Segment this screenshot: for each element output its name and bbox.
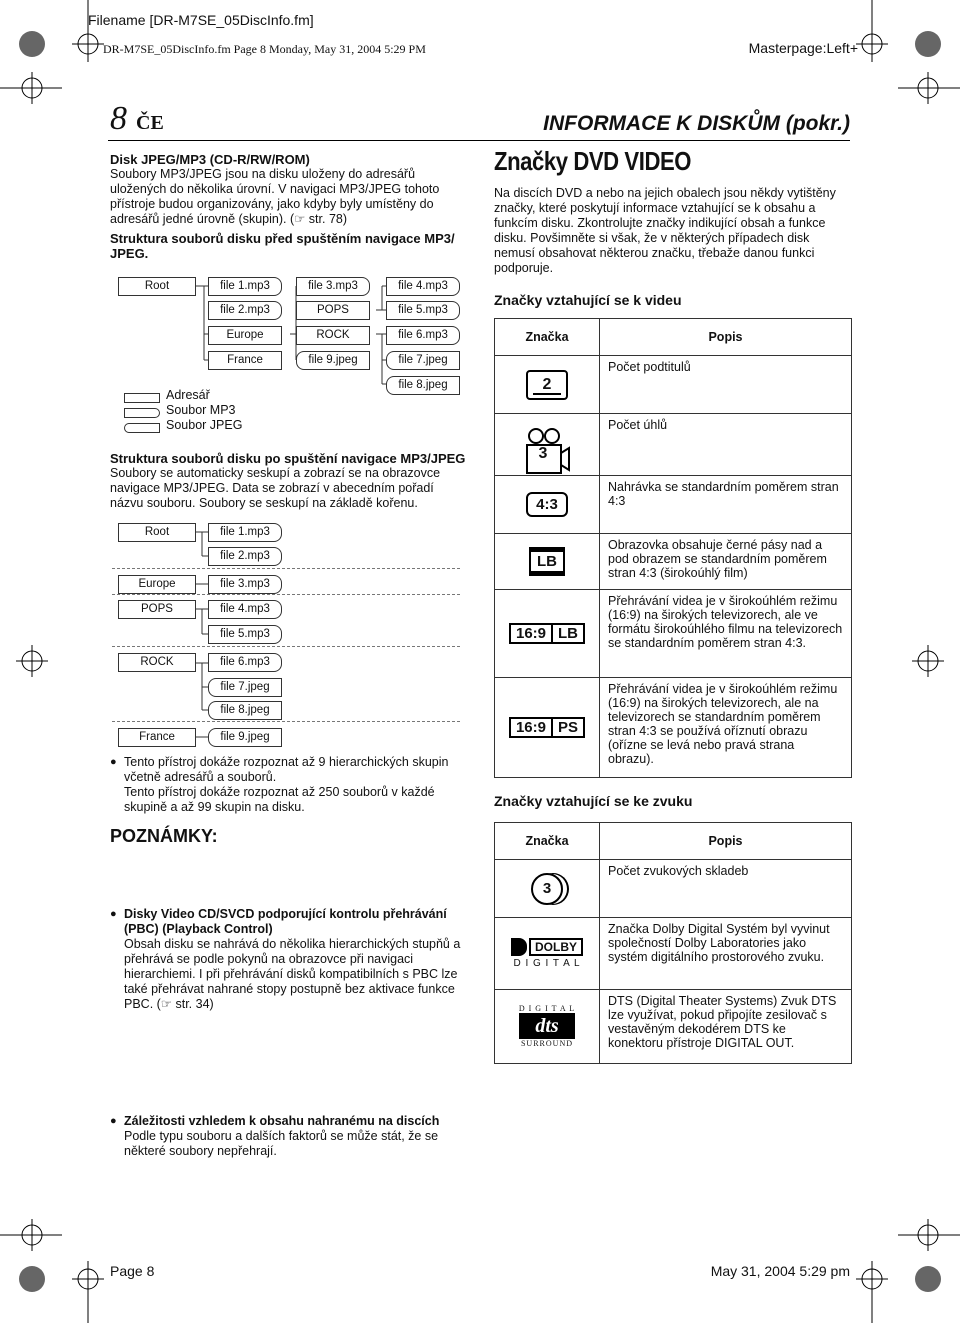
dvd-intro: Na discích DVD a nebo na jejich obalech jsou někdy vytištěny značky, které poskytují informace vztahující se k obsahu a funkcím disku. Zkontrolujte značky indikující obsah a funkce disku. Povšimněte si však, že v některých případech disk nemusí obsahovat některou značku, třebaže danou funkci podporuje. bbox=[494, 186, 836, 275]
dolby-desc: Značka Dolby Digital Systém byl vyvinut společností Dolby Laboratories jako systém digitálního prostorového zvuku. bbox=[600, 918, 852, 990]
tree1-file: file 3.mp3 bbox=[296, 277, 370, 296]
dolby-logo-icon bbox=[511, 938, 583, 969]
title-rule bbox=[108, 140, 850, 141]
structure-after-paragraph: Soubory se automaticky seskupí a zobrazí se na obrazovce navigace MP3/JPEG. Data se zobrazí v abecedním pořadí názvu souboru. Soubory se seskupí na základě kořenu. bbox=[110, 466, 441, 510]
note-content-text: Podle typu souboru a dalších faktorů se může stát, že se některé soubory nepřehrají. bbox=[124, 1129, 439, 1158]
dts-text: dts bbox=[519, 1013, 575, 1039]
structure-after-heading: Struktura souborů disku po spuštění navigace MP3/JPEG bbox=[110, 451, 466, 466]
angle-mark bbox=[495, 414, 600, 476]
dolby-text: DOLBY bbox=[529, 938, 583, 956]
audio-tracks-mark bbox=[495, 860, 600, 918]
tree1-file: file 6.mp3 bbox=[386, 326, 460, 345]
footer-date: May 31, 2004 5:29 pm bbox=[710, 1263, 850, 1279]
group-divider bbox=[112, 568, 460, 569]
tree2-file: file 4.mp3 bbox=[208, 600, 282, 619]
dts-desc: DTS (Digital Theater Systems) Zvuk DTS lze využívat, pokud připojíte zesilovač s vestavěným dekodérem DTS ke konektoru přístroje DIGITAL OUT. bbox=[600, 990, 852, 1064]
table-row bbox=[495, 414, 852, 476]
table-row bbox=[495, 476, 852, 534]
wide-ps-desc: Přehrávání videa je v širokoúhlém režimu (16:9) na širokých televizorech, ale na televizorech se standardním poměrem stran 4:3 se používá oříznutí obrazu (ořízne se levá nebo pravá strana obrazu). bbox=[600, 678, 852, 778]
aspect-43-desc: Nahrávka se standardním poměrem stran 4:3 bbox=[600, 476, 852, 534]
aspect-43-mark bbox=[495, 476, 600, 534]
table-row bbox=[495, 678, 852, 778]
notes-title: POZNÁMKY: bbox=[110, 826, 218, 846]
letterbox-icon: LB bbox=[529, 547, 565, 576]
wide-ratio-text: 16:9 bbox=[515, 625, 547, 642]
bullet-hierarchy-text: Tento přístroj dokáže rozpoznat až 9 hierarchických skupin včetně adresářů a souborů. bbox=[124, 755, 449, 784]
tree2-file: file 9.jpeg bbox=[208, 728, 282, 747]
tree2-folder: ROCK bbox=[118, 653, 196, 672]
wide-ratio-text: 16:9 bbox=[515, 719, 546, 736]
bullet-hierarchy-text-2: Tento přístroj dokáže rozpoznat až 250 souborů v každé skupině a až 99 skupin na disku. bbox=[124, 785, 435, 814]
tree2-folder: Europe bbox=[118, 575, 196, 594]
table-row bbox=[495, 990, 852, 1064]
folder-legend-icon bbox=[124, 393, 160, 403]
bullet-hierarchy bbox=[110, 755, 474, 815]
tree1-folder: France bbox=[208, 351, 282, 370]
tree1-file: file 9.jpeg bbox=[296, 351, 370, 370]
legend-jpeg: Soubor JPEG bbox=[166, 418, 243, 432]
dolby-sub-text: D I G I T A L bbox=[513, 958, 581, 969]
audio-tracks-desc: Počet zvukových skladeb bbox=[600, 860, 852, 918]
jpeg-mp3-paragraph: Soubory MP3/JPEG jsou na disku uloženy do adresářů uložených do několika úrovní. V navigaci MP3/JPEG tohoto přístroje budou organizovány, jako kdyby byly umístěny do adresářů jedné úrovně (skupin). (☞ str. 78) bbox=[110, 167, 440, 226]
jpeg-legend-icon bbox=[124, 423, 160, 433]
tree2-file: file 2.mp3 bbox=[208, 547, 282, 566]
wide-ps-mark bbox=[495, 678, 600, 778]
header-fileinfo: DR-M7SE_05DiscInfo.fm Page 8 Monday, May 31, 2004 5:29 PM bbox=[103, 42, 426, 56]
table-row bbox=[495, 860, 852, 918]
tree2-folder: Root bbox=[118, 523, 196, 542]
note-pbc-text: Obsah disku se nahrává do několika hierarchických stupňů a přehrává se podle pokynů na obrazovce při navigaci hierarchiemi. I při přehrávání disků kompatibilních s PBC lze také přehrávat nahrané stopy postupně bez aktivace funkce PBC. (☞ str. 34) bbox=[124, 937, 461, 1011]
tree2-file: file 6.mp3 bbox=[208, 653, 282, 672]
group-divider bbox=[112, 594, 460, 595]
ps-text: PS bbox=[551, 719, 583, 736]
legend-mp3: Soubor MP3 bbox=[166, 403, 236, 417]
subtitle-desc: Počet podtitulů bbox=[600, 356, 852, 414]
table-header bbox=[495, 823, 852, 860]
audio-marks-table bbox=[494, 822, 852, 1064]
dvd-title: Značky DVD VIDEO bbox=[494, 146, 692, 176]
header-filename: Filename [DR-M7SE_05DiscInfo.fm] bbox=[88, 12, 314, 28]
tree2-file: file 7.jpeg bbox=[208, 678, 282, 697]
tree2-file: file 5.mp3 bbox=[208, 625, 282, 644]
note-pbc-title: Disky Video CD/SVCD podporující kontrolu přehrávání (PBC) (Playback Control) bbox=[124, 907, 447, 936]
footer-page: Page 8 bbox=[110, 1263, 155, 1279]
tree1-folder: ROCK bbox=[296, 326, 370, 345]
tree2-file: file 3.mp3 bbox=[208, 575, 282, 594]
letterbox-desc: Obrazovka obsahuje černé pásy nad a pod obrazem se standardním poměrem stran 4:3 (širokoúhlý film) bbox=[600, 534, 852, 590]
table-row bbox=[495, 534, 852, 590]
col-mark: Značka bbox=[495, 823, 600, 860]
angle-desc: Počet úhlů bbox=[600, 414, 852, 476]
note-content bbox=[110, 1114, 482, 1159]
tree1-file: file 2.mp3 bbox=[208, 301, 282, 320]
page-lang: ČE bbox=[136, 112, 164, 134]
note-content-title: Záležitosti vzhledem k obsahu nahranému na discích bbox=[124, 1114, 440, 1128]
tree2-file: file 8.jpeg bbox=[208, 701, 282, 720]
mp3-legend-icon bbox=[124, 408, 160, 418]
legend bbox=[120, 388, 246, 438]
col-desc: Popis bbox=[600, 319, 852, 356]
audio-heading: Značky vztahující se ke zvuku bbox=[494, 793, 693, 809]
dts-mark bbox=[495, 990, 600, 1064]
dolby-mark bbox=[495, 918, 600, 990]
video-heading: Značky vztahující se k videu bbox=[494, 292, 682, 308]
structure-before-heading: Struktura souborů disku před spuštěním navigace MP3/ JPEG. bbox=[110, 231, 455, 261]
tree2-folder: France bbox=[118, 728, 196, 747]
lb-text: LB bbox=[551, 625, 583, 642]
section-title: INFORMACE K DISKŮM (pokr.) bbox=[543, 112, 850, 135]
group-divider bbox=[112, 721, 460, 722]
page-number: 8 bbox=[110, 100, 127, 137]
tree1-file: file 1.mp3 bbox=[208, 277, 282, 296]
dts-sub-text: SURROUND bbox=[520, 1039, 573, 1048]
dts-logo-icon bbox=[519, 1004, 575, 1048]
legend-folder: Adresář bbox=[166, 388, 210, 402]
note-pbc bbox=[110, 907, 482, 1012]
audio-tracks-icon: 3 bbox=[531, 873, 563, 905]
table-header bbox=[495, 319, 852, 356]
subtitle-count: 2 bbox=[542, 375, 552, 393]
subtitle-icon bbox=[526, 370, 568, 400]
tree2-folder: POPS bbox=[118, 600, 196, 619]
aspect-43-icon: 4:3 bbox=[526, 492, 568, 517]
group-divider bbox=[112, 646, 460, 647]
angle-count: 3 bbox=[538, 444, 548, 462]
tree2-file: file 1.mp3 bbox=[208, 523, 282, 542]
tree1-file: file 8.jpeg bbox=[386, 376, 460, 395]
header-masterpage: Masterpage:Left+ bbox=[748, 40, 858, 56]
wide-ps-icon bbox=[509, 717, 585, 738]
col-desc: Popis bbox=[600, 823, 852, 860]
wide-lb-desc: Přehrávání videa je v širokoúhlém režimu (16:9) na širokých televizorech, ale ve formátu širokoúhlého filmu na televizorech se standardním poměrem stran 4:3. bbox=[600, 590, 852, 678]
subtitle-mark bbox=[495, 356, 600, 414]
wide-lb-icon bbox=[509, 623, 585, 644]
tree1-folder: POPS bbox=[296, 301, 370, 320]
table-row bbox=[495, 356, 852, 414]
video-marks-table bbox=[494, 318, 852, 778]
tree1-file: file 4.mp3 bbox=[386, 277, 460, 296]
col-mark: Značka bbox=[495, 319, 600, 356]
table-row bbox=[495, 918, 852, 990]
tree1-file: file 7.jpeg bbox=[386, 351, 460, 370]
tree1-folder: Europe bbox=[208, 326, 282, 345]
tree-after-lines bbox=[118, 520, 463, 750]
jpeg-mp3-heading: Disk JPEG/MP3 (CD-R/RW/ROM) bbox=[110, 152, 310, 167]
wide-lb-mark bbox=[495, 590, 600, 678]
tree1-file: file 5.mp3 bbox=[386, 301, 460, 320]
table-row bbox=[495, 590, 852, 678]
letterbox-mark bbox=[495, 534, 600, 590]
tree1-root: Root bbox=[118, 277, 196, 296]
dts-top-text: D I G I T A L bbox=[518, 1004, 576, 1013]
